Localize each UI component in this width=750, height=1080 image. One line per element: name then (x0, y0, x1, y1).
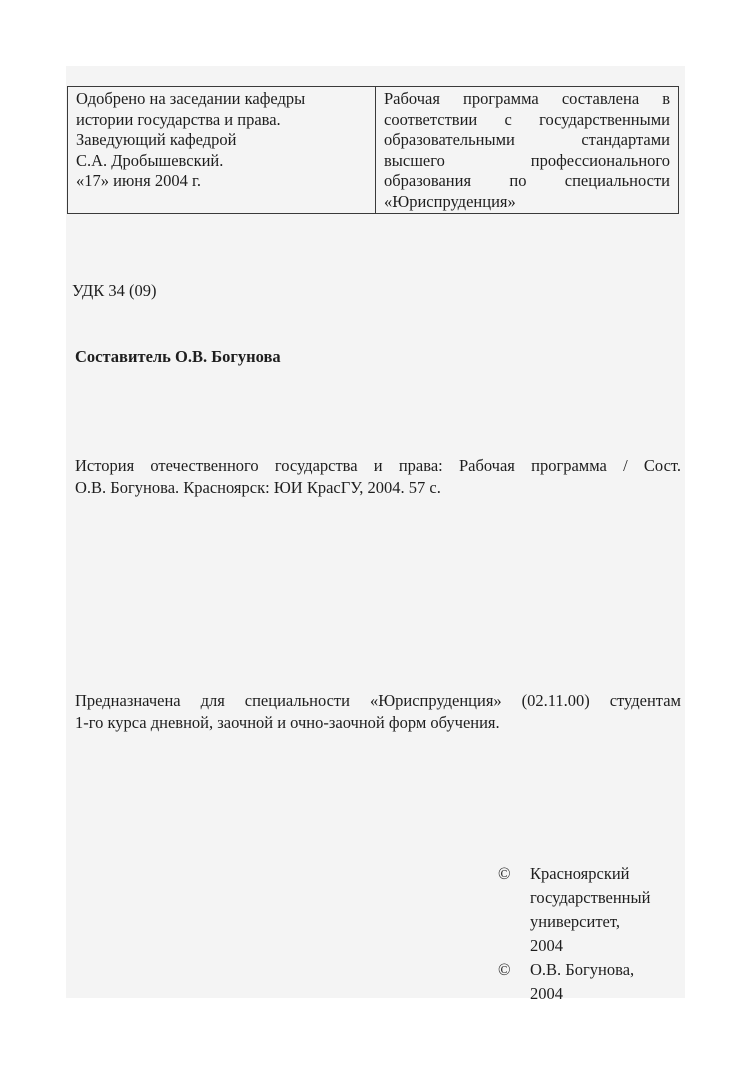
approval-line: Заведующий кафедрой (76, 130, 237, 149)
bibliographic-line: История отечественного государства и права: Рабочая программа / Сост. (75, 456, 681, 475)
purpose-statement (75, 690, 681, 734)
copyright-line: 2004 (530, 984, 563, 1003)
approval-table (67, 86, 679, 214)
bibliographic-line: О.В. Богунова. Красноярск: ЮИ КрасГУ, 2004. 57 с. (75, 478, 441, 497)
copyright-block (498, 862, 650, 1006)
copyright-line: О.В. Богунова, (530, 960, 635, 979)
standards-line: высшего профессионального (384, 150, 670, 170)
compiler-line: Составитель О.В. Богунова (75, 347, 281, 366)
purpose-line: 1-го курса дневной, заочной и очно-заочной форм обучения. (75, 713, 500, 732)
standards-line: Рабочая программа составлена в (384, 89, 670, 108)
standards-line: образовательными стандартами (384, 130, 670, 149)
approval-line: С.А. Дробышевский. (76, 150, 224, 170)
copyright-holder (530, 958, 634, 1006)
copyright-line: государственный (530, 888, 651, 907)
copyright-line: 2004 (530, 936, 563, 955)
standards-note-cell (376, 87, 678, 213)
copyright-symbol: © (498, 960, 511, 979)
udk-code: УДК 34 (09) (72, 281, 157, 300)
copyright-line: Красноярский (530, 864, 630, 883)
copyright-line: университет, (530, 912, 620, 931)
standards-line: соответствии с государственными (384, 109, 670, 129)
copyright-entry-university (498, 862, 650, 958)
bibliographic-description (75, 455, 681, 499)
standards-line: «Юриспруденция» (384, 191, 516, 211)
department-approval-cell (68, 87, 376, 213)
standards-line: образования по специальности (384, 171, 670, 190)
copyright-entry-author (498, 958, 650, 1006)
purpose-line: Предназначена для специальности «Юриспруденция» (02.11.00) студентам (75, 691, 681, 710)
copyright-symbol: © (498, 864, 511, 883)
copyright-holder (530, 862, 650, 958)
approval-line: «17» июня 2004 г. (76, 171, 201, 190)
approval-line: истории государства и права. (76, 109, 281, 129)
approval-line: Одобрено на заседании кафедры (76, 89, 306, 108)
